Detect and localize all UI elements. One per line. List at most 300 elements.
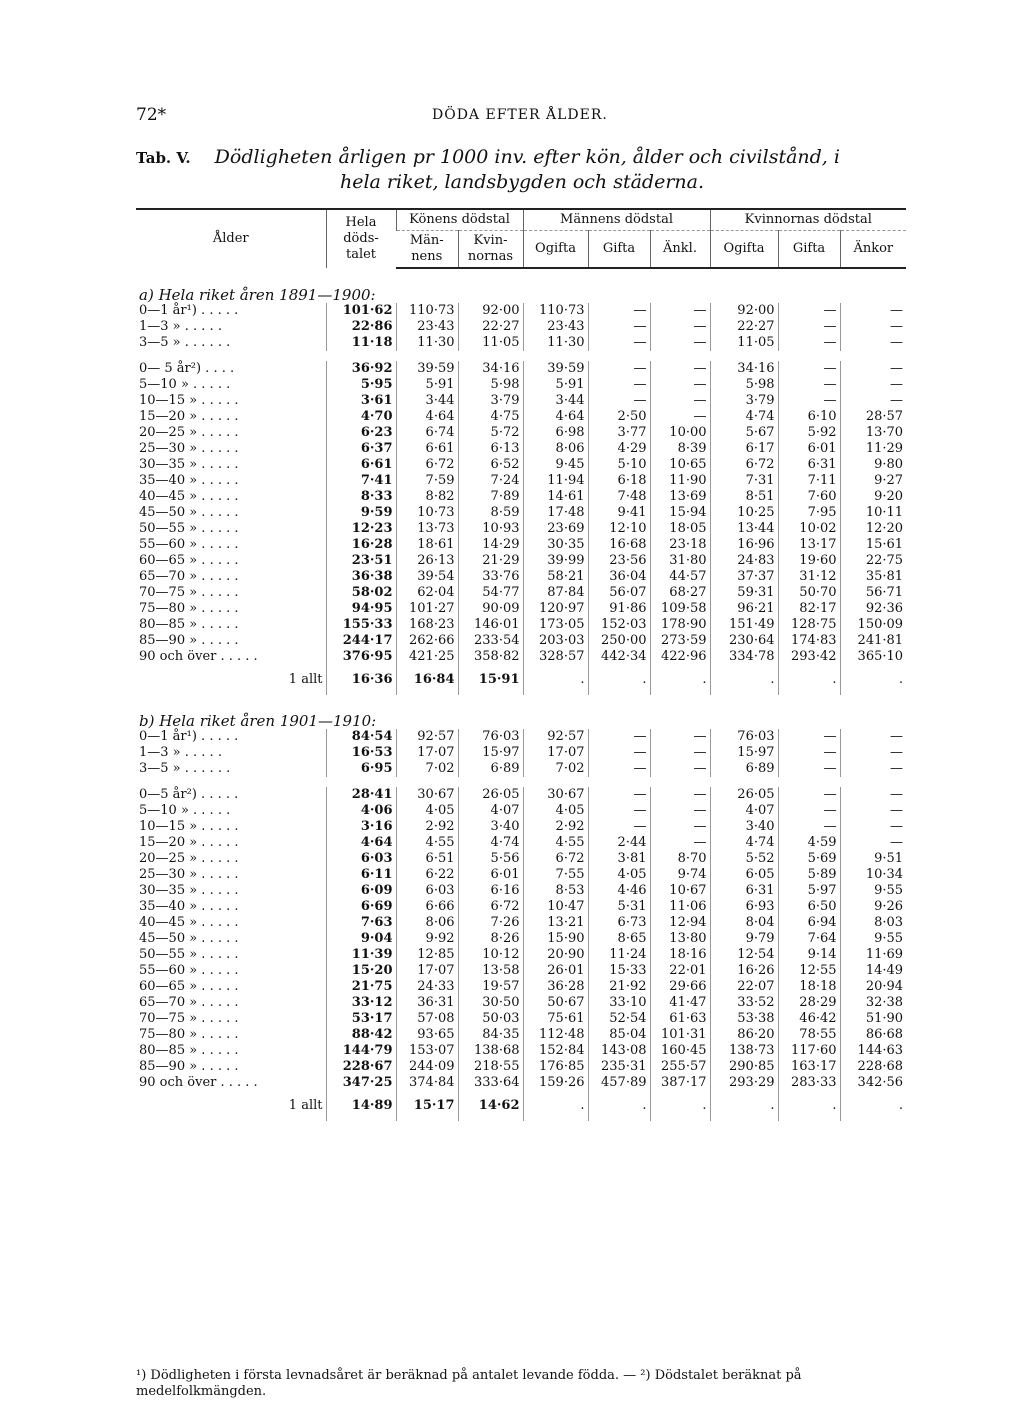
table-cell: 178·90 (650, 617, 710, 633)
table-cell: 358·82 (458, 649, 523, 665)
table-cell: — (650, 377, 710, 393)
table-cell: 12·10 (588, 521, 650, 537)
total-cell: 15·91 (458, 665, 523, 695)
table-cell: — (840, 835, 906, 851)
table-cell: 8·06 (523, 441, 588, 457)
table-cell: 5·91 (396, 377, 458, 393)
table-cell: 10·73 (396, 505, 458, 521)
table-cell: 15·97 (458, 745, 523, 761)
table-cell: — (778, 745, 840, 761)
table-cell: 22·27 (458, 319, 523, 335)
table-row (136, 1043, 906, 1059)
age-label: 30—35 » . . . . . (139, 457, 239, 472)
table-cell: 8·06 (396, 915, 458, 931)
table-cell: 10·67 (650, 883, 710, 899)
table-cell: 13·80 (650, 931, 710, 947)
table-cell: 13·69 (650, 489, 710, 505)
table-cell: — (650, 819, 710, 835)
total-cell: 16·36 (326, 665, 396, 695)
total-cell: 16·84 (396, 665, 458, 695)
table-cell: 8·65 (588, 931, 650, 947)
table-cell: 75·61 (523, 1011, 588, 1027)
table-cell: 13·44 (710, 521, 778, 537)
table-cell: 6·93 (710, 899, 778, 915)
table-cell: 230·64 (710, 633, 778, 649)
table-cell: 110·73 (523, 303, 588, 319)
table-cell: 84·54 (326, 729, 396, 745)
table-cell: 143·08 (588, 1043, 650, 1059)
table-cell: 112·48 (523, 1027, 588, 1043)
table-cell: 7·41 (326, 473, 396, 489)
table-cell: — (650, 729, 710, 745)
table-cell: 9·51 (840, 851, 906, 867)
table-cell: — (840, 803, 906, 819)
table-cell: 88·42 (326, 1027, 396, 1043)
table-cell: 387·17 (650, 1075, 710, 1091)
table-cell: 203·03 (523, 633, 588, 649)
table-cell: 23·18 (650, 537, 710, 553)
table-row (136, 883, 906, 899)
age-label: 25—30 » . . . . . (139, 441, 239, 456)
table-cell: 235·31 (588, 1059, 650, 1075)
table-cell: 26·13 (396, 553, 458, 569)
table-cell: 5·97 (778, 883, 840, 899)
table-cell: 8·04 (710, 915, 778, 931)
table-cell: 39·59 (396, 361, 458, 377)
table-cell: 3·40 (458, 819, 523, 835)
age-label: 75—80 » . . . . . (139, 1027, 239, 1042)
table-cell: 8·59 (458, 505, 523, 521)
table-cell: — (650, 303, 710, 319)
table-cell: 41·47 (650, 995, 710, 1011)
table-cell: 11·69 (840, 947, 906, 963)
table-cell: 3·40 (710, 819, 778, 835)
table-cell: 4·05 (588, 867, 650, 883)
table-row (136, 1011, 906, 1027)
table-cell: 3·79 (710, 393, 778, 409)
age-label: 30—35 » . . . . . (139, 883, 239, 898)
table-cell: 376·95 (326, 649, 396, 665)
table-cell: 9·26 (840, 899, 906, 915)
table-cell: 6·22 (396, 867, 458, 883)
table-cell: 6·31 (778, 457, 840, 473)
table-cell: 3·61 (326, 393, 396, 409)
table-cell: 92·57 (396, 729, 458, 745)
table-cell: 4·59 (778, 835, 840, 851)
table-cell: — (650, 835, 710, 851)
table-cell: 92·00 (710, 303, 778, 319)
table-row (136, 335, 906, 351)
table-row (136, 473, 906, 489)
table-cell: 12·85 (396, 947, 458, 963)
table-cell: 33·10 (588, 995, 650, 1011)
table-row (136, 617, 906, 633)
table-cell: 28·29 (778, 995, 840, 1011)
table-cell: 33·12 (326, 995, 396, 1011)
table-cell: — (840, 303, 906, 319)
table-cell: 8·26 (458, 931, 523, 947)
table-cell: 94·95 (326, 601, 396, 617)
column-header-mannens-ogifta: Ogifta (523, 231, 588, 269)
table-cell: 11·30 (396, 335, 458, 351)
table-cell: 5·72 (458, 425, 523, 441)
table-cell: — (778, 819, 840, 835)
age-label: 80—85 » . . . . . (139, 617, 239, 632)
table-cell: 293·29 (710, 1075, 778, 1091)
table-cell: 22·01 (650, 963, 710, 979)
table-cell: 7·63 (326, 915, 396, 931)
table-cell: 2·50 (588, 409, 650, 425)
table-cell: — (588, 393, 650, 409)
title-line-2: hela riket, landsbygden och städerna. (340, 171, 705, 193)
table-cell: 18·61 (396, 537, 458, 553)
table-cell: 92·36 (840, 601, 906, 617)
table-row (136, 425, 906, 441)
table-cell: 4·46 (588, 883, 650, 899)
table-cell: — (840, 335, 906, 351)
table-cell: — (840, 377, 906, 393)
table-cell: 6·01 (458, 867, 523, 883)
table-row (136, 931, 906, 947)
table-cell: — (778, 761, 840, 777)
table-cell: 109·58 (650, 601, 710, 617)
table-row (136, 633, 906, 649)
table-cell: 58·21 (523, 569, 588, 585)
table-cell: 218·55 (458, 1059, 523, 1075)
table-cell: 347·25 (326, 1075, 396, 1091)
table-row (136, 979, 906, 995)
table-cell: 6·13 (458, 441, 523, 457)
page-number: 72* (136, 105, 167, 125)
age-label: 60—65 » . . . . . (139, 979, 239, 994)
table-cell: — (840, 745, 906, 761)
table-cell: 334·78 (710, 649, 778, 665)
table-cell: 31·80 (650, 553, 710, 569)
table-row (136, 947, 906, 963)
table-row (136, 995, 906, 1011)
table-cell: 15·94 (650, 505, 710, 521)
table-cell: 6·01 (778, 441, 840, 457)
table-cell: 6·66 (396, 899, 458, 915)
table-cell: 4·07 (710, 803, 778, 819)
table-cell: 30·67 (523, 787, 588, 803)
table-cell: 53·17 (326, 1011, 396, 1027)
table-cell: 155·33 (326, 617, 396, 633)
total-cell: . (840, 665, 906, 695)
table-cell: 144·79 (326, 1043, 396, 1059)
table-label: Tab. V. (136, 149, 191, 167)
age-label: 70—75 » . . . . . (139, 585, 239, 600)
table-cell: 90·09 (458, 601, 523, 617)
table-cell: 18·18 (778, 979, 840, 995)
table-cell: 176·85 (523, 1059, 588, 1075)
table-cell: 365·10 (840, 649, 906, 665)
table-cell: 11·90 (650, 473, 710, 489)
table-cell: 422·96 (650, 649, 710, 665)
table-cell: — (778, 335, 840, 351)
table-cell: 342·56 (840, 1075, 906, 1091)
table-cell: 19·57 (458, 979, 523, 995)
table-cell: — (588, 761, 650, 777)
table-cell: 173·05 (523, 617, 588, 633)
table-cell: 7·55 (523, 867, 588, 883)
age-label: 90 och över . . . . . (139, 649, 258, 664)
age-label: 40—45 » . . . . . (139, 915, 239, 930)
table-row (136, 377, 906, 393)
table-cell: 120·97 (523, 601, 588, 617)
table-row (136, 303, 906, 319)
table-row (136, 569, 906, 585)
table-cell: — (840, 761, 906, 777)
column-header-alder: Ålder (136, 209, 326, 268)
table-cell: 36·31 (396, 995, 458, 1011)
table-cell: 16·28 (326, 537, 396, 553)
table-cell: 30·35 (523, 537, 588, 553)
column-header-kvinnornas: Kvinnornas dödstal (710, 209, 906, 231)
table-cell: 5·10 (588, 457, 650, 473)
table-cell: 24·33 (396, 979, 458, 995)
table-cell: 39·59 (523, 361, 588, 377)
table-cell: 110·73 (396, 303, 458, 319)
table-cell: 15·33 (588, 963, 650, 979)
table-cell: 2·92 (523, 819, 588, 835)
table-cell: 86·20 (710, 1027, 778, 1043)
table-cell: 87·84 (523, 585, 588, 601)
table-cell: 255·57 (650, 1059, 710, 1075)
table-cell: 57·08 (396, 1011, 458, 1027)
table-cell: 9·04 (326, 931, 396, 947)
table-cell: 10·02 (778, 521, 840, 537)
table-cell: 333·64 (458, 1075, 523, 1091)
table-row (136, 553, 906, 569)
table-cell: 101·31 (650, 1027, 710, 1043)
table-cell: 11·05 (710, 335, 778, 351)
table-cell: 6·17 (710, 441, 778, 457)
age-label: 65—70 » . . . . . (139, 569, 239, 584)
table-cell: 8·03 (840, 915, 906, 931)
table-cell: 6·50 (778, 899, 840, 915)
age-label: 70—75 » . . . . . (139, 1011, 239, 1026)
table-cell: 6·72 (523, 851, 588, 867)
table-cell: 250·00 (588, 633, 650, 649)
table-cell: 23·56 (588, 553, 650, 569)
section-title: a) Hela riket åren 1891—1900: (139, 286, 376, 304)
table-cell: 6·23 (326, 425, 396, 441)
table-cell: 12·20 (840, 521, 906, 537)
age-label: 35—40 » . . . . . (139, 899, 239, 914)
table-cell: 6·37 (326, 441, 396, 457)
age-label: 60—65 » . . . . . (139, 553, 239, 568)
table-cell: 168·23 (396, 617, 458, 633)
age-label: 85—90 » . . . . . (139, 1059, 239, 1074)
table-cell: 7·64 (778, 931, 840, 947)
table-cell: 8·82 (396, 489, 458, 505)
table-row (136, 835, 906, 851)
total-cell: . (778, 665, 840, 695)
table-title (136, 145, 906, 194)
table-cell: 14·29 (458, 537, 523, 553)
table-cell: 85·04 (588, 1027, 650, 1043)
table-cell: 3·77 (588, 425, 650, 441)
table-row (136, 409, 906, 425)
table-cell: 10·11 (840, 505, 906, 521)
table-cell: 44·57 (650, 569, 710, 585)
group-spacer (136, 777, 906, 787)
table-cell: 56·71 (840, 585, 906, 601)
table-cell: 138·73 (710, 1043, 778, 1059)
age-label: 0—5 år²) . . . . . (139, 787, 239, 802)
table-cell: 28·57 (840, 409, 906, 425)
table-cell: 61·63 (650, 1011, 710, 1027)
table-cell: 5·56 (458, 851, 523, 867)
table-cell: 8·33 (326, 489, 396, 505)
column-header-kvinnornas-gifta: Gifta (778, 231, 840, 269)
table-cell: 6·73 (588, 915, 650, 931)
table-row (136, 393, 906, 409)
table-cell: 146·01 (458, 617, 523, 633)
table-cell: — (650, 361, 710, 377)
table-cell: 9·27 (840, 473, 906, 489)
table-cell: 10·47 (523, 899, 588, 915)
total-label: 1 allt (288, 672, 323, 687)
table-cell: 16·53 (326, 745, 396, 761)
table-cell: 82·17 (778, 601, 840, 617)
table-cell: 4·64 (326, 835, 396, 851)
table-cell: 11·06 (650, 899, 710, 915)
table-cell: 15·97 (710, 745, 778, 761)
table-cell: 12·94 (650, 915, 710, 931)
table-cell: 21·29 (458, 553, 523, 569)
table-row (136, 761, 906, 777)
table-cell: 4·05 (523, 803, 588, 819)
table-cell: 36·92 (326, 361, 396, 377)
table-cell: 6·61 (396, 441, 458, 457)
total-label: 1 allt (288, 1098, 323, 1113)
table-cell: 6·72 (458, 899, 523, 915)
table-cell: 7·59 (396, 473, 458, 489)
age-label: 55—60 » . . . . . (139, 537, 239, 552)
table-cell: 28·41 (326, 787, 396, 803)
table-cell: 8·70 (650, 851, 710, 867)
table-cell: 262·66 (396, 633, 458, 649)
table-cell: 374·84 (396, 1075, 458, 1091)
table-cell: 457·89 (588, 1075, 650, 1091)
table-cell: 273·59 (650, 633, 710, 649)
table-body (136, 268, 906, 1121)
section-title: b) Hela riket åren 1901—1910: (139, 712, 377, 730)
table-cell: — (840, 319, 906, 335)
table-cell: — (778, 377, 840, 393)
table-cell: 51·90 (840, 1011, 906, 1027)
table-cell: 13·70 (840, 425, 906, 441)
table-cell: 21·75 (326, 979, 396, 995)
table-cell: 58·02 (326, 585, 396, 601)
total-cell: 14·62 (458, 1091, 523, 1121)
table-cell: — (778, 393, 840, 409)
table-cell: 6·11 (326, 867, 396, 883)
table-cell: 96·21 (710, 601, 778, 617)
table-row (136, 819, 906, 835)
age-label: 45—50 » . . . . . (139, 505, 239, 520)
column-header-ankor: Änkor (840, 231, 906, 269)
table-cell: 3·44 (396, 393, 458, 409)
table-row (136, 867, 906, 883)
table-cell: 46·42 (778, 1011, 840, 1027)
table-cell: 7·24 (458, 473, 523, 489)
table-cell: 150·09 (840, 617, 906, 633)
table-cell: — (778, 803, 840, 819)
table-cell: 5·91 (523, 377, 588, 393)
total-cell: . (523, 665, 588, 695)
table-cell: 68·27 (650, 585, 710, 601)
table-cell: 50·67 (523, 995, 588, 1011)
table-cell: 152·03 (588, 617, 650, 633)
table-cell: 32·38 (840, 995, 906, 1011)
table-row (136, 649, 906, 665)
table-cell: 5·95 (326, 377, 396, 393)
table-cell: 6·72 (396, 457, 458, 473)
table-cell: 19·60 (778, 553, 840, 569)
table-cell: 22·75 (840, 553, 906, 569)
table-cell: 5·31 (588, 899, 650, 915)
age-label: 10—15 » . . . . . (139, 819, 239, 834)
table-cell: 328·57 (523, 649, 588, 665)
table-cell: 7·60 (778, 489, 840, 505)
table-cell: 14·61 (523, 489, 588, 505)
table-cell: 241·81 (840, 633, 906, 649)
age-label: 0—1 år¹) . . . . . (139, 729, 239, 744)
table-cell: — (650, 745, 710, 761)
table-cell: 9·45 (523, 457, 588, 473)
table-cell: 10·00 (650, 425, 710, 441)
total-row (136, 1091, 906, 1121)
table-cell: — (588, 803, 650, 819)
table-cell: 9·59 (326, 505, 396, 521)
table-cell: 5·92 (778, 425, 840, 441)
table-row (136, 915, 906, 931)
table-cell: — (588, 377, 650, 393)
table-cell: 5·69 (778, 851, 840, 867)
table-cell: 50·70 (778, 585, 840, 601)
table-cell: 11·30 (523, 335, 588, 351)
age-label: 50—55 » . . . . . (139, 521, 239, 536)
table-cell: 442·34 (588, 649, 650, 665)
table-cell: 4·74 (710, 409, 778, 425)
table-cell: 138·68 (458, 1043, 523, 1059)
table-row (136, 1075, 906, 1091)
table-cell: 6·52 (458, 457, 523, 473)
table-cell: 174·83 (778, 633, 840, 649)
table-cell: 20·94 (840, 979, 906, 995)
mortality-table (136, 208, 906, 1121)
column-header-konens: Könens dödstal (396, 209, 523, 231)
table-cell: 53·38 (710, 1011, 778, 1027)
total-cell: . (588, 1091, 650, 1121)
table-cell: 152·84 (523, 1043, 588, 1059)
table-cell: 76·03 (710, 729, 778, 745)
table-cell: 10·93 (458, 521, 523, 537)
age-label: 55—60 » . . . . . (139, 963, 239, 978)
table-cell: 6·09 (326, 883, 396, 899)
table-cell: — (778, 787, 840, 803)
table-row (136, 729, 906, 745)
table-cell: 4·29 (588, 441, 650, 457)
table-cell: 13·58 (458, 963, 523, 979)
table-cell: — (588, 787, 650, 803)
age-label: 1—3 » . . . . . (139, 745, 222, 760)
table-cell: 3·16 (326, 819, 396, 835)
total-cell: . (650, 665, 710, 695)
